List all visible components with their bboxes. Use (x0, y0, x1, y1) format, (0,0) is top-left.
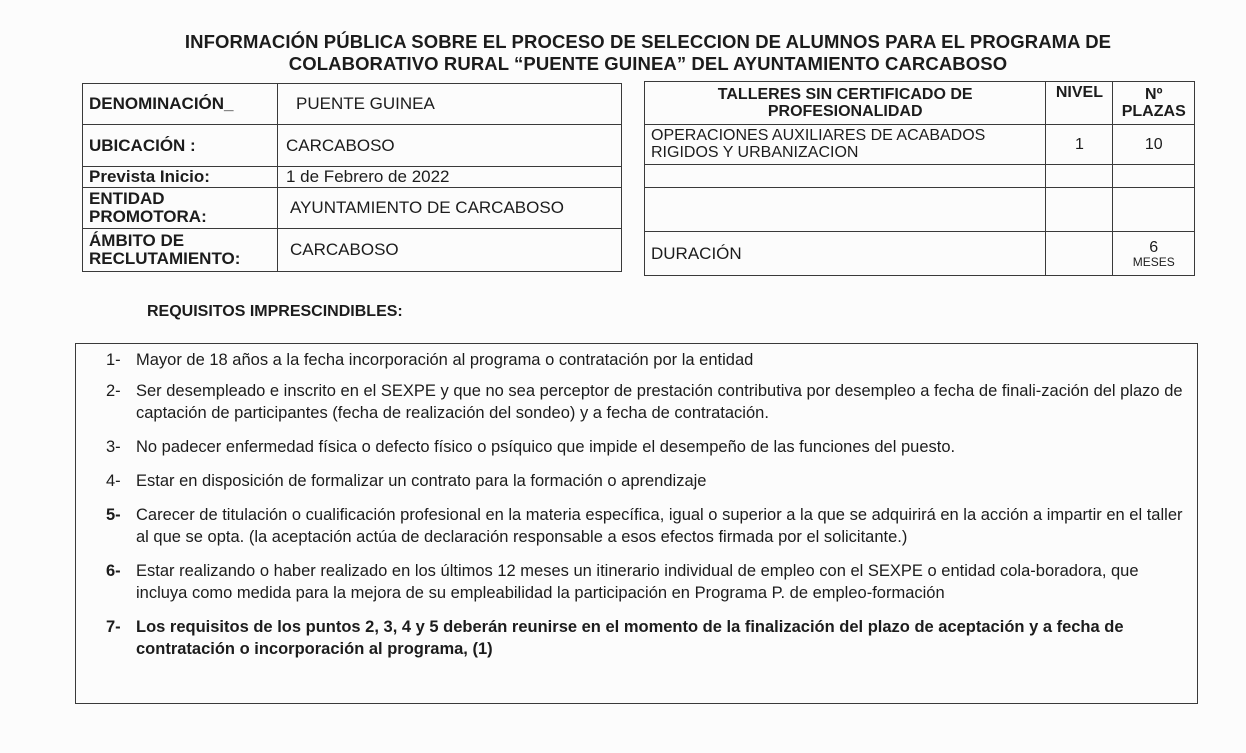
row-ambito (83, 229, 622, 272)
taller-nivel: 1 (1046, 125, 1113, 165)
requisito-item (106, 380, 1187, 424)
entidad-label-line-2: PROMOTORA: (89, 207, 207, 226)
requisito-number: 7- (106, 618, 121, 636)
header-plazas (1113, 82, 1195, 125)
program-info-table (82, 83, 622, 272)
header-plazas-line-1: Nº (1145, 86, 1163, 103)
inicio-label: Prevista Inicio: (83, 167, 278, 188)
inicio-value: 1 de Febrero de 2022 (278, 167, 622, 188)
row-denominacion (83, 84, 622, 125)
requisitos-box (75, 343, 1198, 704)
ubicacion-value: CARCABOSO (278, 125, 622, 167)
entidad-label-line-1: ENTIDAD (89, 189, 165, 208)
header-taller-line-2: PROFESIONALIDAD (767, 103, 923, 120)
requisitos-heading: REQUISITOS IMPRESCINDIBLES: (147, 303, 403, 320)
requisito-text: Carecer de titulación o cualificación profesional en la materia específica, igual o superior a la que se adquirirá en la acción a impartir en el taller al que se opta. (la aceptación actúa de declaración responsable a esos efectos firmada por el solicitante.) (136, 506, 1183, 546)
row-inicio (83, 167, 622, 188)
requisito-text: No padecer enfermedad física o defecto físico o psíquico que impide el desempeño de las funciones del puesto. (136, 438, 956, 456)
row-entidad (83, 188, 622, 229)
ambito-label (83, 229, 278, 272)
taller-plazas: 10 (1113, 125, 1195, 165)
entidad-label (83, 188, 278, 229)
requisito-text: Los requisitos de los puntos 2, 3, 4 y 5 deberán reunirse en el momento de la finalización del plazo de aceptación y a fecha de contratación o incorporación al programa, (1) (136, 618, 1124, 658)
header-taller-line-1: TALLERES SIN CERTIFICADO DE (717, 86, 973, 103)
taller-name-line-1: OPERACIONES AUXILIARES DE ACABADOS (651, 127, 986, 144)
header-taller (645, 82, 1046, 125)
document-title (100, 31, 1196, 75)
duracion-value: 6 (1149, 238, 1159, 256)
duracion-cell (1113, 232, 1195, 276)
requisito-text: Mayor de 18 años a la fecha incorporación al programa o contratación por la entidad (136, 351, 754, 369)
requisito-text: Ser desempleado e inscrito en el SEXPE y que no sea perceptor de prestación contributiva por desempleo a fecha de finali-zación del plazo de captación de participantes (fecha de realización del sondeo) y a fecha de contratación. (136, 382, 1183, 422)
requisito-item (106, 349, 1187, 371)
header-nivel: NIVEL (1046, 82, 1113, 125)
talleres-header-row (645, 82, 1195, 125)
taller-row-1 (645, 125, 1195, 165)
empty-cell (645, 188, 1046, 232)
taller-row-empty-1 (645, 165, 1195, 188)
talleres-table (644, 81, 1195, 276)
empty-cell (1113, 165, 1195, 188)
requisito-item (106, 504, 1187, 548)
empty-cell (1046, 188, 1113, 232)
denominacion-label: DENOMINACIÓN_ (83, 84, 278, 125)
ambito-label-line-1: ÁMBITO DE (89, 231, 185, 250)
requisito-item (106, 560, 1187, 604)
requisito-number: 3- (106, 438, 121, 456)
requisito-number: 5- (106, 506, 121, 524)
empty-cell (1113, 188, 1195, 232)
duracion-row (645, 232, 1195, 276)
requisito-item (106, 616, 1187, 660)
requisito-text: Estar en disposición de formalizar un contrato para la formación o aprendizaje (136, 472, 707, 490)
requisito-number: 2- (106, 382, 121, 400)
ambito-label-line-2: RECLUTAMIENTO: (89, 249, 241, 268)
requisito-item (106, 470, 1187, 492)
requisito-text: Estar realizando o haber realizado en los últimos 12 meses un itinerario individual de empleo con el SEXPE o entidad cola-boradora, que incluya como medida para la mejora de su empleabilidad la participación en Programa P. de empleo-formación (136, 562, 1139, 602)
denominacion-value: PUENTE GUINEA (278, 84, 622, 125)
title-line-1: INFORMACIÓN PÚBLICA SOBRE EL PROCESO DE SELECCION DE ALUMNOS PARA EL PROGRAMA DE (184, 31, 1112, 52)
requisito-number: 6- (106, 562, 121, 580)
requisito-item (106, 436, 1187, 458)
empty-cell (1046, 165, 1113, 188)
taller-row-empty-2 (645, 188, 1195, 232)
row-ubicacion (83, 125, 622, 167)
ubicacion-label: UBICACIÓN : (83, 125, 278, 167)
header-plazas-line-2: PLAZAS (1121, 103, 1186, 120)
empty-cell (1046, 232, 1113, 276)
requisito-number: 4- (106, 472, 121, 490)
requisito-number: 1- (106, 351, 121, 369)
taller-name (645, 125, 1046, 165)
title-line-2: COLABORATIVO RURAL “PUENTE GUINEA” DEL AYUNTAMIENTO CARCABOSO (288, 53, 1008, 74)
duracion-label: DURACIÓN (645, 232, 1046, 276)
duracion-unit: MESES (1132, 254, 1175, 269)
empty-cell (645, 165, 1046, 188)
ambito-value: CARCABOSO (278, 229, 622, 272)
entidad-value: AYUNTAMIENTO DE CARCABOSO (278, 188, 622, 229)
taller-name-line-2: RIGIDOS Y URBANIZACION (651, 144, 859, 161)
